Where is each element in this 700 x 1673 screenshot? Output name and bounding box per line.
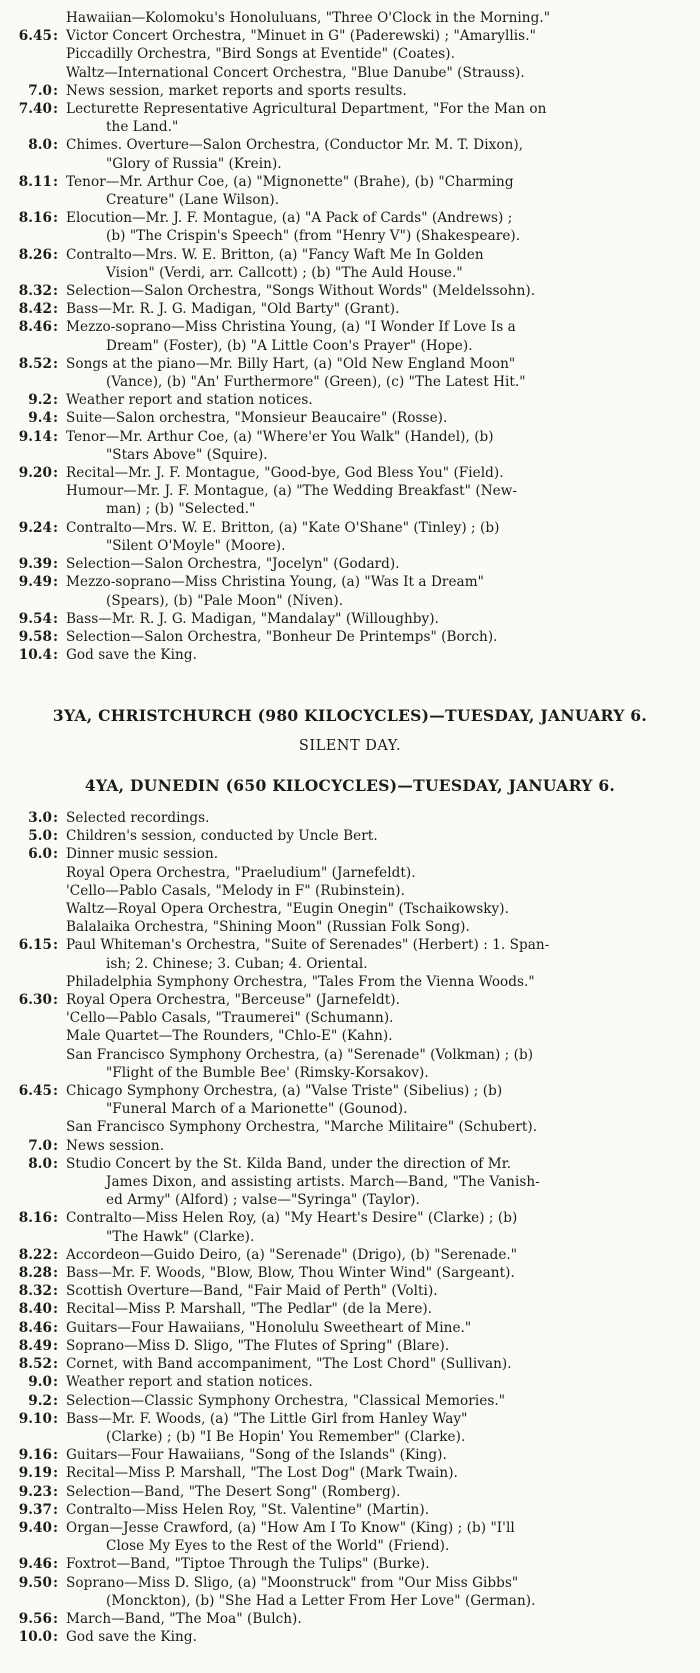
program-entry	[0, 646, 700, 664]
time-separator: :	[53, 1374, 59, 1391]
program-time: 9.39	[18, 556, 52, 573]
program-text: Paul Whiteman's Orchestra, "Suite of Serenades" (Herbert) : 1. Span-	[66, 937, 550, 954]
program-text-continued: the Land."	[106, 119, 179, 136]
program-text: Chimes. Overture—Salon Orchestra, (Conductor Mr. M. T. Dixon),	[66, 137, 524, 154]
program-entry	[0, 628, 700, 646]
program-entry	[0, 1373, 700, 1391]
time-separator: :	[53, 610, 59, 627]
program-text: Selection—Salon Orchestra, "Bonheur De Printemps" (Borch).	[66, 628, 498, 645]
program-entry	[0, 282, 700, 300]
program-entry	[0, 1264, 700, 1282]
time-separator: :	[53, 1210, 59, 1227]
program-text: Waltz—International Concert Orchestra, "Blue Danube" (Strauss).	[66, 64, 525, 81]
program-entry	[0, 1282, 700, 1300]
program-text: Foxtrot—Band, "Tiptoe Through the Tulips" (Burke).	[66, 1556, 430, 1573]
program-text: Mezzo-soprano—Miss Christina Young, (a) "Was It a Dream"	[66, 574, 484, 591]
program-time: 9.19	[18, 1465, 52, 1482]
program-text-continued: "Flight of the Bumble Bee' (Rimsky-Korsakov).	[106, 1064, 429, 1081]
program-text-continued: "Stars Above" (Squire).	[106, 446, 268, 463]
program-text: News session.	[66, 1137, 165, 1154]
time-separator: :	[53, 101, 59, 118]
program-text: Scottish Overture—Band, "Fair Maid of Perth" (Volti).	[66, 1283, 438, 1300]
time-separator: :	[53, 810, 59, 826]
time-separator: :	[53, 1556, 59, 1573]
program-time: 8.49	[18, 1337, 52, 1354]
heading-3ya: 3YA, CHRISTCHURCH (980 KILOCYCLES)—TUESDAY, JANUARY 6.	[52, 706, 648, 725]
program-text: Royal Opera Orchestra, "Praeludium" (Jarnefeldt).	[66, 864, 416, 881]
program-entry	[0, 173, 700, 209]
program-text: Bass—Mr. R. J. G. Madigan, "Old Barty" (Grant).	[66, 301, 400, 318]
program-text: Humour—Mr. J. F. Montague, (a) "The Wedding Breakfast" (New-	[66, 483, 518, 500]
program-time: 3.0	[28, 810, 52, 826]
program-text-continued: ed Army" (Alford) ; valse—"Syringa" (Taylor).	[106, 1192, 420, 1209]
program-time: 6.45	[18, 1083, 52, 1100]
program-entry	[0, 845, 700, 863]
program-time: 9.2	[28, 1392, 52, 1409]
program-time: 8.26	[18, 246, 52, 263]
program-time: 9.40	[18, 1519, 52, 1536]
program-time: 9.14	[18, 428, 52, 445]
program-entry	[0, 1246, 700, 1264]
program-entry	[0, 1628, 700, 1646]
program-text: Soprano—Miss D. Sligo, "The Flutes of Spring" (Blare).	[66, 1337, 450, 1354]
time-separator: :	[53, 937, 59, 954]
program-time: 10.4	[18, 647, 52, 664]
time-separator: :	[53, 283, 59, 300]
program-entry	[0, 136, 700, 172]
program-text: Tenor—Mr. Arthur Coe, (a) "Mignonette" (Brahe), (b) "Charming	[66, 173, 514, 190]
program-time: 9.20	[18, 465, 52, 482]
program-text: Songs at the piano—Mr. Billy Hart, (a) "Old New England Moon"	[66, 355, 516, 372]
program-time: 7.40	[18, 101, 52, 118]
program-entry	[0, 1501, 700, 1519]
time-separator: :	[53, 1283, 59, 1300]
program-entry	[0, 1082, 700, 1118]
program-entry	[0, 1446, 700, 1464]
time-separator: :	[53, 210, 59, 227]
program-time: 8.16	[18, 1210, 52, 1227]
program-time: 9.37	[18, 1501, 52, 1518]
program-entry	[0, 1300, 700, 1318]
time-separator: :	[53, 1447, 59, 1464]
program-text-continued: Vision" (Verdi, arr. Callcott) ; (b) "The Auld House."	[106, 264, 463, 281]
time-separator: :	[53, 1319, 59, 1336]
program-time: 8.0	[28, 1155, 52, 1172]
program-time: 6.30	[18, 992, 52, 1009]
program-text-continued: "Silent O'Moyle" (Moore).	[106, 537, 286, 554]
program-entry	[0, 1319, 700, 1337]
program-text: Balalaika Orchestra, "Shining Moon" (Russian Folk Song).	[66, 919, 470, 936]
program-text-continued: (Clarke) ; (b) "I Be Hopin' You Remember" (Clarke).	[106, 1428, 466, 1445]
program-entry	[0, 991, 700, 1009]
program-text-continued: ish; 2. Chinese; 3. Cuban; 4. Oriental.	[106, 955, 368, 972]
program-text-continued: Close My Eyes to the Rest of the World" (Friend).	[106, 1538, 450, 1555]
program-entry	[0, 1137, 700, 1155]
program-text: Bass—Mr. F. Woods, "Blow, Blow, Thou Winter Wind" (Sargeant).	[66, 1265, 515, 1282]
program-text: Cornet, with Band accompaniment, "The Lost Chord" (Sullivan).	[66, 1356, 512, 1373]
program-entry	[0, 100, 700, 136]
time-separator: :	[53, 465, 59, 482]
time-separator: :	[53, 828, 59, 845]
program-list-2ya	[0, 9, 700, 664]
time-separator: :	[53, 82, 59, 99]
program-time: 8.11	[18, 173, 52, 190]
time-separator: :	[53, 410, 59, 427]
time-separator: :	[53, 1246, 59, 1263]
heading-4ya: 4YA, DUNEDIN (650 KILOCYCLES)—TUESDAY, JANUARY 6.	[84, 776, 616, 795]
program-text-continued: James Dixon, and assisting artists. March—Band, "The Vanish-	[106, 1174, 540, 1191]
time-separator: :	[53, 1629, 59, 1646]
program-entry	[0, 864, 700, 882]
program-entry	[0, 246, 700, 282]
program-text: San Francisco Symphony Orchestra, "Marche Militaire" (Schubert).	[66, 1119, 538, 1136]
program-time: 9.2	[28, 392, 52, 409]
time-separator: :	[53, 1519, 59, 1536]
program-entry	[0, 1046, 700, 1082]
program-entry	[0, 1027, 700, 1045]
time-separator: :	[53, 1265, 59, 1282]
program-time: 7.0	[28, 1137, 52, 1154]
program-text-continued: "The Hawk" (Clarke).	[106, 1228, 255, 1245]
program-entry	[0, 1009, 700, 1027]
program-text: Selection—Band, "The Desert Song" (Romberg).	[66, 1483, 401, 1500]
program-text-continued: (Vance), (b) "An' Furthermore" (Green), (c) "The Latest Hit."	[106, 374, 526, 391]
program-text: Organ—Jesse Crawford, (a) "How Am I To Know" (King) ; (b) "I'll	[66, 1519, 515, 1536]
program-entry	[0, 610, 700, 628]
program-entry	[0, 519, 700, 555]
program-text: News session, market reports and sports results.	[66, 82, 407, 99]
program-time: 7.0	[28, 82, 52, 99]
program-text: Royal Opera Orchestra, "Berceuse" (Jarnefeldt).	[66, 992, 400, 1009]
program-entry	[0, 973, 700, 991]
program-text: Waltz—Royal Opera Orchestra, "Eugin Onegin" (Tschaikowsky).	[66, 901, 509, 918]
program-entry	[0, 1410, 700, 1446]
program-entry	[0, 900, 700, 918]
program-time: 8.46	[18, 319, 52, 336]
program-text: Recital—Miss P. Marshall, "The Pedlar" (de la Mere).	[66, 1301, 433, 1318]
program-entry	[0, 1209, 700, 1245]
program-entry	[0, 64, 700, 82]
time-separator: :	[53, 28, 59, 45]
time-separator: :	[53, 1574, 59, 1591]
program-time: 8.22	[18, 1246, 52, 1263]
time-separator: :	[53, 1337, 59, 1354]
program-text: Weather report and station notices.	[66, 1374, 313, 1391]
program-text-continued: "Funeral March of a Marionette" (Gounod).	[106, 1101, 408, 1118]
program-text-continued: Dream" (Foster), (b) "A Little Coon's Prayer" (Hope).	[106, 337, 473, 354]
program-entry	[0, 1610, 700, 1628]
program-text: Contralto—Miss Helen Roy, (a) "My Heart's Desire" (Clarke) ; (b)	[66, 1210, 518, 1227]
program-time: 8.42	[18, 301, 52, 318]
time-separator: :	[53, 355, 59, 372]
time-separator: :	[53, 392, 59, 409]
program-text: Selected recordings.	[66, 810, 210, 826]
program-text: Children's session, conducted by Uncle Bert.	[66, 828, 378, 845]
time-separator: :	[53, 246, 59, 263]
program-time: 8.46	[18, 1319, 52, 1336]
time-separator: :	[53, 319, 59, 336]
program-text: Guitars—Four Hawaiians, "Song of the Islands" (King).	[66, 1447, 447, 1464]
program-entry	[0, 1464, 700, 1482]
program-text: Mezzo-soprano—Miss Christina Young, (a) "I Wonder If Love Is a	[66, 319, 516, 336]
program-time: 9.46	[18, 1556, 52, 1573]
program-entry	[0, 1519, 700, 1555]
program-text: Accordeon—Guido Deiro, (a) "Serenade" (Drigo), (b) "Serenade."	[66, 1246, 518, 1263]
program-text: 'Cello—Pablo Casals, "Melody in F" (Rubinstein).	[66, 882, 405, 899]
program-entry	[0, 918, 700, 936]
program-text: Bass—Mr. F. Woods, (a) "The Little Girl from Hanley Way"	[66, 1410, 468, 1427]
program-time: 8.0	[28, 137, 52, 154]
program-entry	[0, 1392, 700, 1410]
program-time: 9.58	[18, 628, 52, 645]
program-time: 9.56	[18, 1610, 52, 1627]
program-time: 6.0	[28, 846, 52, 863]
program-text-continued: Creature" (Lane Wilson).	[106, 192, 280, 209]
program-entry	[0, 428, 700, 464]
program-text: Victor Concert Orchestra, "Minuet in G" (Paderewski) ; "Amaryllis."	[66, 28, 536, 45]
program-entry	[0, 1574, 700, 1610]
program-entry	[0, 391, 700, 409]
program-text: Soprano—Miss D. Sligo, (a) "Moonstruck" from "Our Miss Gibbs"	[66, 1574, 519, 1591]
program-entry	[0, 1337, 700, 1355]
program-text-continued: (b) "The Crispin's Speech" (from "Henry V") (Shakespeare).	[106, 228, 521, 245]
time-separator: :	[53, 1392, 59, 1409]
time-separator: :	[53, 574, 59, 591]
program-time: 6.15	[18, 937, 52, 954]
program-text: Hawaiian—Kolomoku's Honoluluans, "Three O'Clock in the Morning."	[66, 10, 551, 26]
program-time: 9.50	[18, 1574, 52, 1591]
time-separator: :	[53, 556, 59, 573]
time-separator: :	[53, 301, 59, 318]
program-entry	[0, 882, 700, 900]
program-entry	[0, 827, 700, 845]
program-text: Guitars—Four Hawaiians, "Honolulu Sweetheart of Mine."	[66, 1319, 472, 1336]
program-text: Selection—Salon Orchestra, "Songs Without Words" (Meldelssohn).	[66, 283, 536, 300]
program-entry	[0, 318, 700, 354]
program-time: 9.16	[18, 1447, 52, 1464]
program-text: 'Cello—Pablo Casals, "Traumerei" (Schumann).	[66, 1010, 394, 1027]
time-separator: :	[53, 1356, 59, 1373]
program-time: 6.45	[18, 28, 52, 45]
program-text: Tenor—Mr. Arthur Coe, (a) "Where'er You Walk" (Handel), (b)	[66, 428, 494, 445]
program-entry	[0, 573, 700, 609]
program-entry	[0, 1118, 700, 1136]
program-entry	[0, 464, 700, 482]
program-entry	[0, 809, 700, 827]
silent-day-note: SILENT DAY.	[298, 738, 402, 754]
program-time: 10.0	[18, 1629, 52, 1646]
program-text: March—Band, "The Moa" (Bulch).	[66, 1610, 302, 1627]
program-entry	[0, 45, 700, 63]
time-separator: :	[53, 428, 59, 445]
program-entry	[0, 300, 700, 318]
program-text: Selection—Classic Symphony Orchestra, "Classical Memories."	[66, 1392, 506, 1409]
program-time: 8.32	[18, 283, 52, 300]
time-separator: :	[53, 1501, 59, 1518]
time-separator: :	[53, 1155, 59, 1172]
program-text: Piccadilly Orchestra, "Bird Songs at Eventide" (Coates).	[66, 46, 455, 63]
program-text-continued: man) ; (b) "Selected."	[106, 501, 256, 518]
time-separator: :	[53, 1410, 59, 1427]
program-text: Suite—Salon orchestra, "Monsieur Beaucaire" (Rosse).	[66, 410, 448, 427]
program-text-continued: (Monckton), (b) "She Had a Letter From Her Love" (German).	[106, 1592, 536, 1609]
time-separator: :	[53, 173, 59, 190]
program-entry	[0, 1483, 700, 1501]
program-entry	[0, 9, 700, 27]
time-separator: :	[53, 846, 59, 863]
program-text: Weather report and station notices.	[66, 392, 313, 409]
time-separator: :	[53, 1083, 59, 1100]
program-list-4ya	[0, 809, 700, 1646]
program-text: San Francisco Symphony Orchestra, (a) "Serenade" (Volkman) ; (b)	[66, 1046, 534, 1063]
program-text: Dinner music session.	[66, 846, 219, 863]
program-time: 5.0	[28, 828, 52, 845]
program-time: 8.16	[18, 210, 52, 227]
time-separator: :	[53, 628, 59, 645]
program-entry	[0, 482, 700, 518]
program-text-continued: "Glory of Russia" (Krein).	[106, 155, 282, 172]
program-entry	[0, 1355, 700, 1373]
program-text: Contralto—Miss Helen Roy, "St. Valentine" (Martin).	[66, 1501, 430, 1518]
program-text: Recital—Miss P. Marshall, "The Lost Dog" (Mark Twain).	[66, 1465, 458, 1482]
program-time: 9.24	[18, 519, 52, 536]
program-entry	[0, 555, 700, 573]
time-separator: :	[53, 1137, 59, 1154]
program-time: 9.0	[28, 1374, 52, 1391]
program-time: 8.28	[18, 1265, 52, 1282]
program-entry	[0, 409, 700, 427]
program-text: Studio Concert by the St. Kilda Band, under the direction of Mr.	[66, 1155, 512, 1172]
program-text: Chicago Symphony Orchestra, (a) "Valse Triste" (Sibelius) ; (b)	[66, 1083, 503, 1100]
program-time: 8.40	[18, 1301, 52, 1318]
program-entry	[0, 355, 700, 391]
time-separator: :	[53, 137, 59, 154]
time-separator: :	[53, 647, 59, 664]
program-time: 9.4	[28, 410, 52, 427]
time-separator: :	[53, 992, 59, 1009]
program-text: Contralto—Mrs. W. E. Britton, (a) "Fancy Waft Me In Golden	[66, 246, 484, 263]
program-time: 8.32	[18, 1283, 52, 1300]
program-text: Bass—Mr. R. J. G. Madigan, "Mandalay" (Willoughby).	[66, 610, 439, 627]
time-separator: :	[53, 1465, 59, 1482]
program-time: 9.54	[18, 610, 52, 627]
program-text: Lecturette Representative Agricultural Department, "For the Man on	[66, 101, 547, 118]
program-text: God save the King.	[66, 1629, 197, 1646]
program-time: 9.10	[18, 1410, 52, 1427]
time-separator: :	[53, 1301, 59, 1318]
program-text: Philadelphia Symphony Orchestra, "Tales From the Vienna Woods."	[66, 973, 535, 990]
program-text: Elocution—Mr. J. F. Montague, (a) "A Pack of Cards" (Andrews) ;	[66, 210, 513, 227]
program-entry	[0, 1155, 700, 1210]
program-time: 8.52	[18, 1356, 52, 1373]
time-separator: :	[53, 519, 59, 536]
program-entry	[0, 27, 700, 45]
program-text: Male Quartet—The Rounders, "Chlo-E" (Kahn).	[66, 1028, 393, 1045]
time-separator: :	[53, 1483, 59, 1500]
program-time: 9.49	[18, 574, 52, 591]
program-entry	[0, 209, 700, 245]
program-text-continued: (Spears), (b) "Pale Moon" (Niven).	[106, 592, 344, 609]
program-time: 8.52	[18, 355, 52, 372]
program-text: Contralto—Mrs. W. E. Britton, (a) "Kate O'Shane" (Tinley) ; (b)	[66, 519, 500, 536]
program-entry	[0, 936, 700, 972]
program-text: Selection—Salon Orchestra, "Jocelyn" (Godard).	[66, 556, 400, 573]
program-entry	[0, 1555, 700, 1573]
program-entry	[0, 82, 700, 100]
program-time: 9.23	[18, 1483, 52, 1500]
program-text: Recital—Mr. J. F. Montague, "Good-bye, God Bless You" (Field).	[66, 465, 504, 482]
program-text: God save the King.	[66, 647, 197, 664]
time-separator: :	[53, 1610, 59, 1627]
